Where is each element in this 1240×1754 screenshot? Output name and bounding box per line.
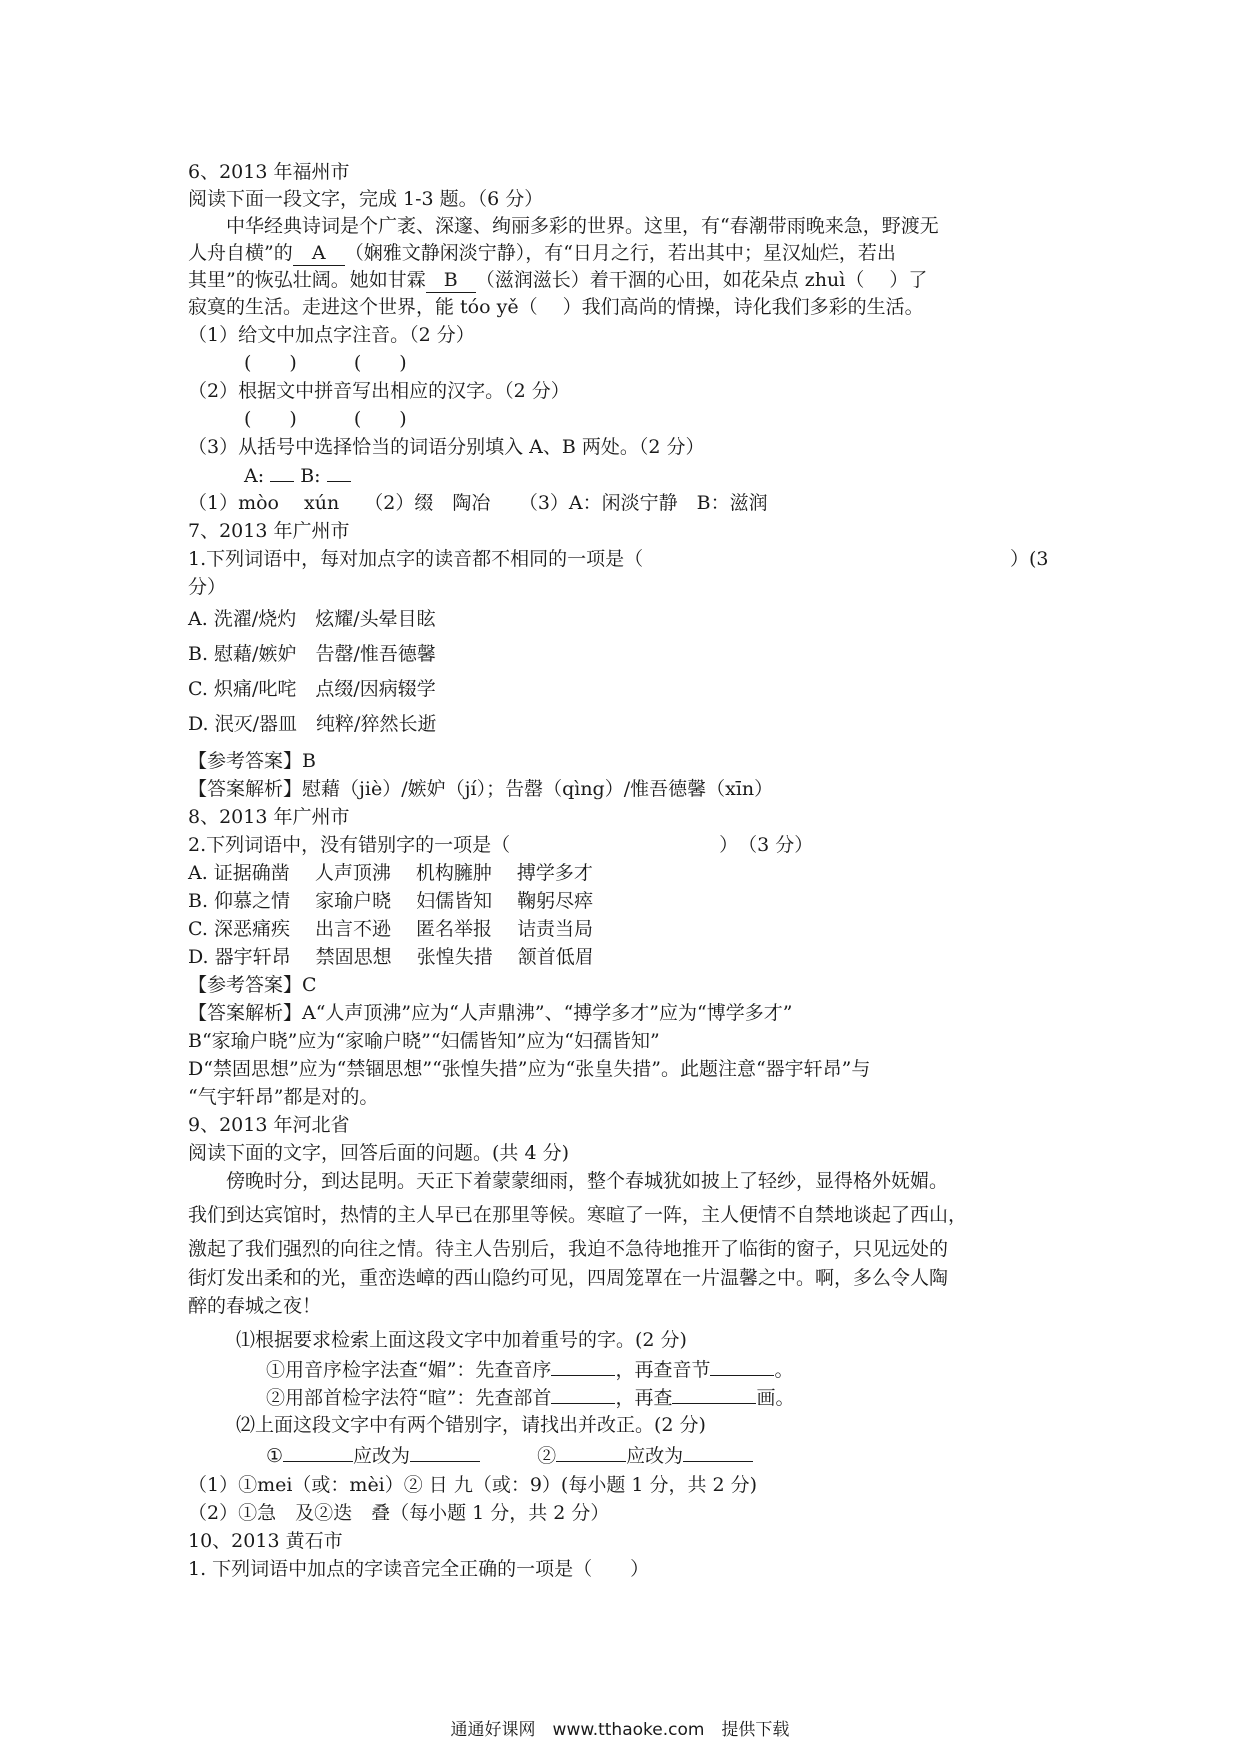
q8-option-c: C. 深恶痛疾 出言不逊 匿名举报 诘责当局 — [188, 918, 594, 940]
q7-stem-cont: 分） — [188, 576, 227, 598]
q6-instruction: 阅读下面一段文字，完成 1-3 题。（6 分） — [188, 188, 544, 210]
q7-option-b: B. 慰藉/嫉妒 告罄/惟吾德馨 — [188, 643, 436, 665]
q6-paren1: ( ) ( ) — [244, 352, 407, 374]
page-footer: 通通好课网 www.tthaoke.com 提供下载 — [450, 1720, 790, 1740]
q8-stem: 2.下列词语中，没有错别字的一项是（ ） （3 分） — [188, 834, 814, 856]
q10-heading: 10、2013 黄石市 — [188, 1530, 343, 1552]
q8-option-a: A. 证据确凿 人声顶沸 机构臃肿 搏学多才 — [188, 862, 593, 884]
q7-stem-score: ）(3 — [1010, 548, 1049, 570]
q9-sub2: ⑵上面这段文字中有两个错别字，请找出并改正。(2 分) — [236, 1414, 706, 1436]
q9-passage-line5: 醉的春城之夜！ — [188, 1295, 322, 1317]
q8-explanation-1: 【答案解析】A“人声顶沸”应为“人声鼎沸”、“搏学多才”应为“博学多才” — [188, 1002, 793, 1024]
q7-reference-answer: 【参考答案】B — [188, 750, 316, 772]
q7-heading: 7、2013 年广州市 — [188, 520, 350, 542]
q6-sub2: （2）根据文中拼音写出相应的汉字。（2 分） — [188, 380, 570, 402]
q7-stem: 1.下列词语中，每对加点字的读音都不相同的一项是（ — [188, 548, 644, 570]
q9-answer-2: （2）①急 及②迭 叠（每小题 1 分，共 2 分） — [188, 1502, 610, 1524]
q9-instruction: 阅读下面的文字，回答后面的问题。(共 4 分) — [188, 1142, 569, 1164]
q6-sub3: （3）从括号中选择恰当的词语分别填入 A、B 两处。（2 分） — [188, 436, 705, 458]
blank-a: A — [293, 241, 345, 266]
q8-explanation-2: B“家瑜户晓”应为“家喻户晓”“妇儒皆知”应为“妇孺皆知” — [188, 1030, 660, 1052]
q8-explanation-4: “气宇轩昂”都是对的。 — [188, 1086, 379, 1108]
q6-passage-line2: 人舟自横”的 A （娴雅文静闲淡宁静），有“日月之行，若出其中；星汉灿烂，若出 — [188, 242, 896, 264]
q7-option-a: A. 洗濯/烧灼 炫耀/头晕目眩 — [188, 608, 436, 630]
q6-heading: 6、2013 年福州市 — [188, 161, 350, 183]
q7-option-d: D. 泯灭/器皿 纯粹/猝然长逝 — [188, 713, 437, 735]
q9-passage-line1: 傍晚时分，到达昆明。天正下着蒙蒙细雨，整个春城犹如披上了轻纱，显得格外妩媚。 — [226, 1170, 949, 1192]
q6-passage-line1: 中华经典诗词是个广袤、深邃、绚丽多彩的世界。这里，有“春潮带雨晚来急，野渡无 — [226, 215, 939, 237]
q6-passage-line3: 其里”的恢弘壮阔。她如甘霖 B （滋润滋长）着干涸的心田，如花朵点 zhuì（ ）了 — [188, 269, 928, 291]
q9-sub2-items: ① 应改为 ② 应改为 — [266, 1443, 753, 1468]
q6-fill-line: A: B: — [244, 463, 351, 488]
q9-passage-line3: 激起了我们强烈的向往之情。待主人告别后，我迫不急待地推开了临街的窗子，只见远处的 — [188, 1238, 949, 1260]
q8-reference-answer: 【参考答案】C — [188, 974, 317, 996]
q7-explanation: 【答案解析】慰藉（jiè）/嫉妒（jí）；告罄（qìng）/惟吾德馨（xīn） — [188, 778, 774, 800]
q9-heading: 9、2013 年河北省 — [188, 1114, 350, 1136]
q8-option-d: D. 器宇轩昂 禁固思想 张惶失措 颔首低眉 — [188, 946, 594, 968]
q6-answer: （1）mòo xún （2）缀 陶冶 （3）A：闲淡宁静 B：滋润 — [188, 492, 768, 514]
q9-passage-line2: 我们到达宾馆时，热情的主人早已在那里等候。寒暄了一阵，主人便情不自禁地谈起了西山， — [188, 1204, 968, 1226]
q8-option-b: B. 仰慕之情 家瑜户晓 妇儒皆知 鞠躬尽瘁 — [188, 890, 594, 912]
q10-stem: 1. 下列词语中加点的字读音完全正确的一项是（ ） — [188, 1558, 650, 1580]
q8-explanation-3: D“禁固思想”应为“禁锢思想”“张惶失措”应为“张皇失措”。此题注意“器宇轩昂”与 — [188, 1058, 871, 1080]
q9-passage-line4: 街灯发出柔和的光，重峦迭嶂的西山隐约可见，四周笼罩在一片温馨之中。啊，多么令人陶 — [188, 1267, 949, 1289]
q8-heading: 8、2013 年广州市 — [188, 806, 350, 828]
q9-sub1: ⑴根据要求检索上面这段文字中加着重号的字。(2 分) — [236, 1329, 687, 1351]
q9-sub1-item1: ①用音序检字法查“媚”：先查音序 ，再查音节 。 — [266, 1359, 794, 1381]
q9-answer-1: （1）①mei（或：mèi）② 日 九（或：9）(每小题 1 分，共 2 分) — [188, 1474, 758, 1496]
q6-sub1: （1）给文中加点字注音。（2 分） — [188, 324, 475, 346]
q6-passage-line4: 寂寞的生活。走进这个世界，能 tóo yě（ ）我们高尚的情操，诗化我们多彩的生活。 — [188, 296, 924, 318]
q7-option-c: C. 炽痛/叱咤 点缀/因病辍学 — [188, 678, 436, 700]
blank-b: B — [426, 268, 476, 293]
q6-paren2: ( ) ( ) — [244, 408, 407, 430]
q9-sub1-item2: ②用部首检字法符“暄”：先查部首 ，再查 画。 — [266, 1387, 795, 1409]
